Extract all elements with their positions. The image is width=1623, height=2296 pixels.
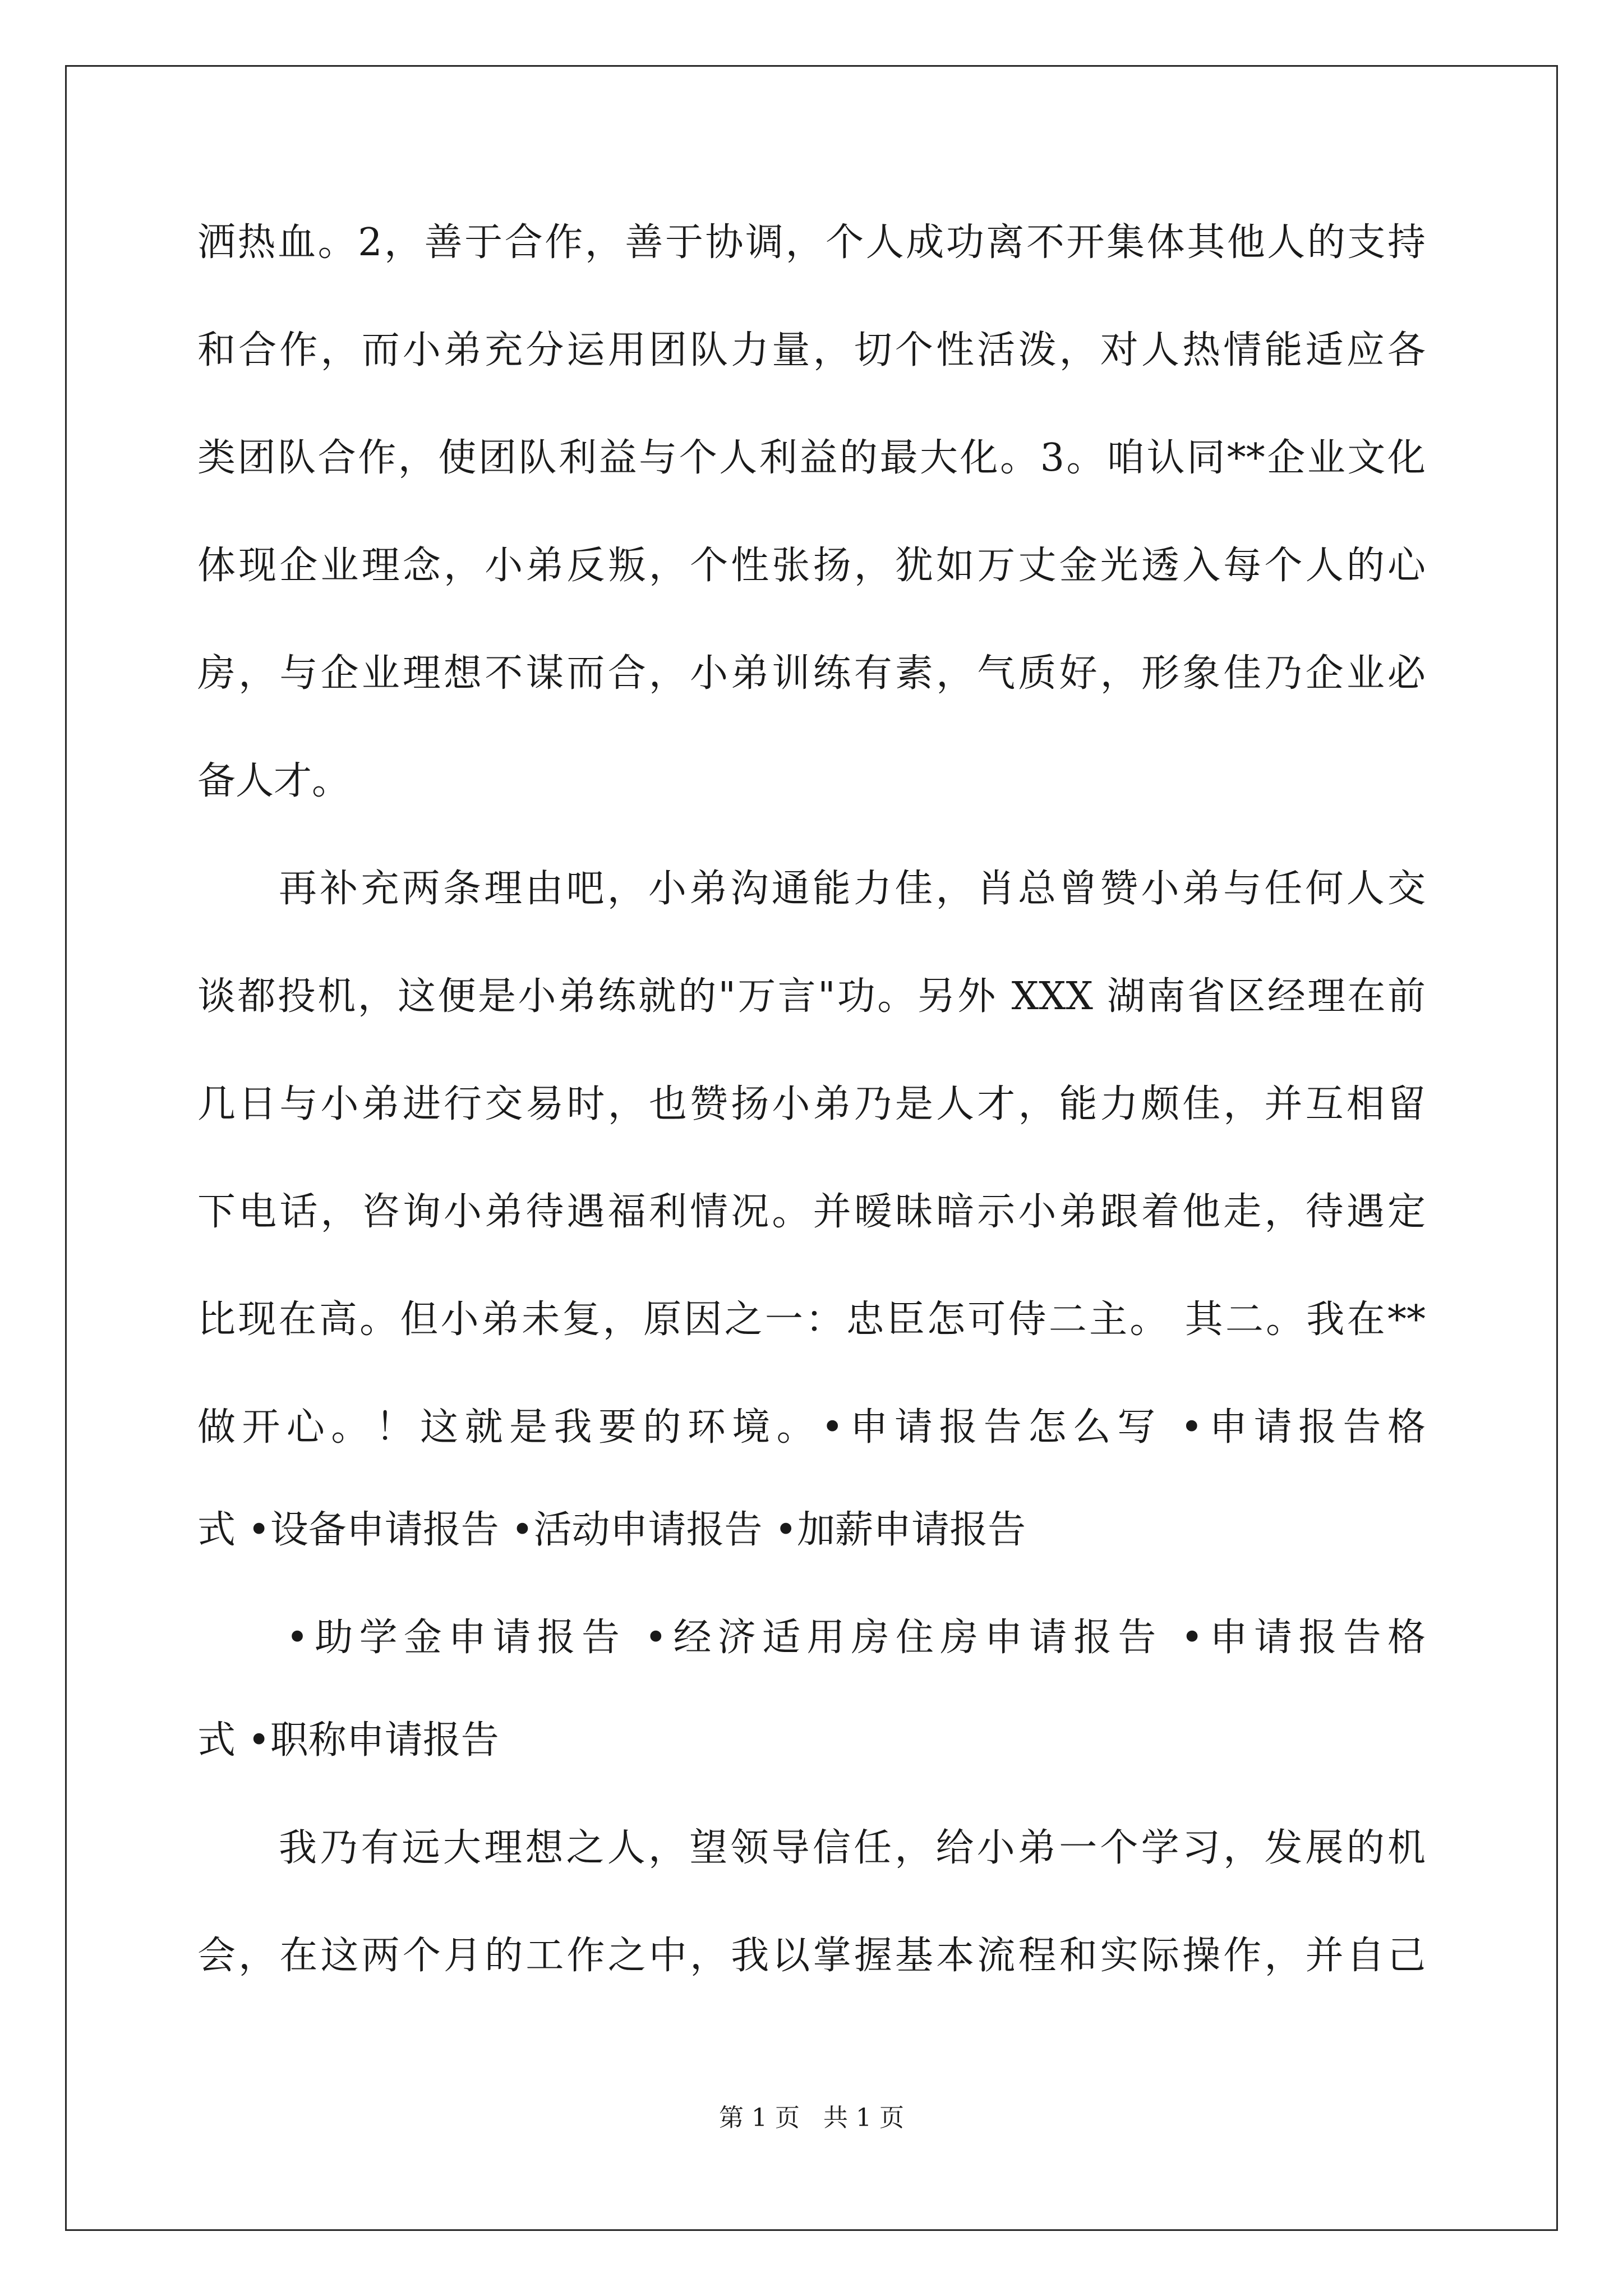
body-line: 我乃有远大理想之人，望领导信任，给小弟一个学习，发展的机 [279,1826,1426,1870]
body-line: 房，与企业理想不谋而合，小弟训练有素，气质好，形象佳乃企业必 [197,651,1426,696]
body-line: 会，在这两个月的工作之中，我以掌握基本流程和实际操作，并自己 [197,1934,1426,1978]
body-line: 和合作，而小弟充分运用团队力量，切个性活泼，对人热情能适应各 [197,328,1426,372]
body-line: 几日与小弟进行交易时，也赞扬小弟乃是人才，能力颇佳，并互相留 [197,1082,1426,1126]
body-line: 比现在高。但小弟未复，原因之一：忠臣怎可侍二主。 其二。我在** [197,1297,1426,1342]
body-line: 式 •职称申请报告 [197,1718,499,1763]
page-footer [0,2101,1623,2135]
body-line: 做开心。！这就是我要的环境。•申请报告怎么写 •申请报告格 [197,1405,1426,1450]
body-line: 再补充两条理由吧，小弟沟通能力佳，肖总曾赞小弟与任何人交 [279,867,1426,911]
body-line: 体现企业理念，小弟反叛，个性张扬，犹如万丈金光透入每个人的心 [197,544,1426,588]
page-number-label: 第 1 页 共 1 页 [719,2104,904,2132]
body-line: 式 •设备申请报告 •活动申请报告 •加薪申请报告 [197,1508,1026,1552]
page-border [65,65,1558,2231]
body-line: •助学金申请报告 •经济适用房住房申请报告 •申请报告格 [286,1616,1426,1660]
body-line: 下电话，咨询小弟待遇福利情况。并暧昧暗示小弟跟着他走，待遇定 [197,1190,1426,1234]
body-line: 类团队合作，使团队利益与个人利益的最大化。3。咱认同**企业文化 [197,436,1426,480]
body-line: 备人才。 [197,759,351,803]
body-line: 洒热血。2，善于合作，善于协调，个人成功离不开集体其他人的支持 [197,220,1426,265]
body-line: 谈都投机，这便是小弟练就的"万言"功。另外 XXX 湖南省区经理在前 [197,974,1426,1019]
